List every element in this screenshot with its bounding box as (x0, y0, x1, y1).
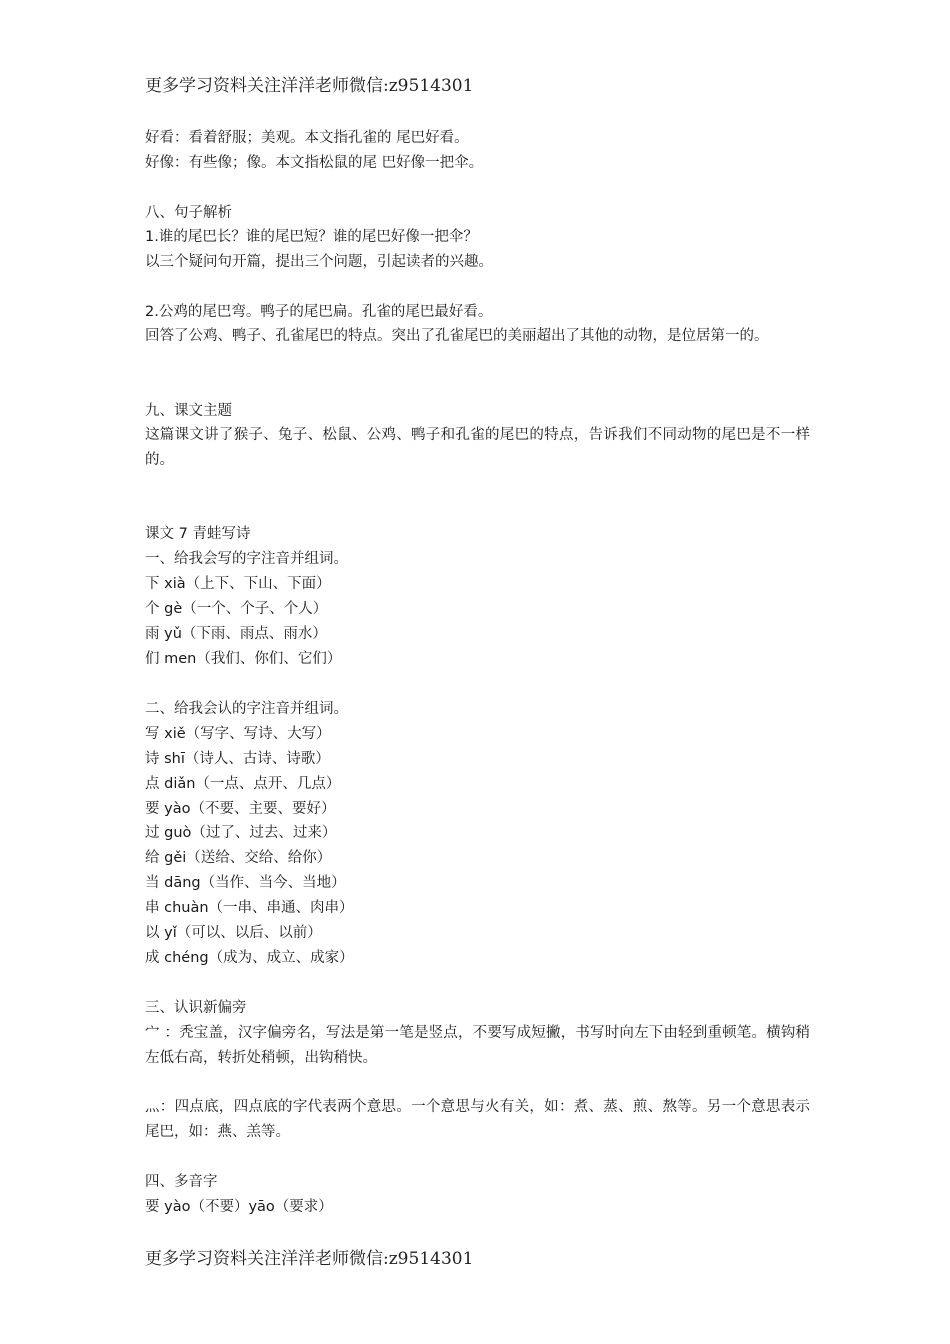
page-header: 更多学习资料关注洋洋老师微信:z9514301 (145, 76, 474, 96)
section-title: 八、句子解析 (145, 205, 232, 221)
page-footer: 更多学习资料关注洋洋老师微信:z9514301 (145, 1249, 474, 1269)
list-item: 给 gěi（送给、交给、给你） (145, 850, 332, 866)
list-item: 雨 yǔ（下雨、雨点、雨水） (145, 626, 327, 642)
list-item: 个 gè（一个、个子、个人） (145, 601, 328, 617)
section-title: 九、课文主题 (145, 403, 232, 419)
list-item: 诗 shī（诗人、古诗、诗歌） (145, 751, 330, 767)
sentence: 1.谁的尾巴长？谁的尾巴短？谁的尾巴好像一把伞？ (145, 229, 478, 245)
list-item: 当 dāng（当作、当今、当地） (145, 875, 346, 891)
list-item: 要 yào（不要、主要、要好） (145, 801, 336, 817)
radical-description: 宀 ：秃宝盖，汉字偏旁名，写法是第一笔是竖点，不要写成短撇，书写时向左下由轻到重顿笔。横钩稍左低右高，转折处稍顿，出钩稍快。 (145, 1025, 810, 1066)
theme-text: 这篇课文讲了猴子、兔子、松鼠、公鸡、鸭子和孔雀的尾巴的特点，告诉我们不同动物的尾巴是不一样的。 (145, 427, 810, 468)
word-definition: 好看：看着舒服；美观。本文指孔雀的 尾巴好看。 (145, 130, 469, 146)
list-item: 们 men（我们、你们、它们） (145, 651, 342, 667)
section-title: 二、给我会认的字注音并组词。 (145, 701, 348, 717)
radical-description: 灬：四点底，四点底的字代表两个意思。一个意思与火有关，如：煮、蒸、煎、熬等。另一个意思表示尾巴，如：燕、羔等。 (145, 1099, 810, 1140)
list-item: 以 yǐ（可以、以后、以前） (145, 925, 322, 941)
sentence: 2.公鸡的尾巴弯。鸭子的尾巴扁。孔雀的尾巴最好看。 (145, 304, 493, 320)
list-item: 过 guò（过了、过去、过来） (145, 825, 337, 841)
list-item: 写 xiě（写字、写诗、大写） (145, 726, 331, 742)
sentence-note: 回答了公鸡、鸭子、孔雀尾巴的特点。突出了孔雀尾巴的美丽超出了其他的动物，是位居第一的。 (145, 328, 769, 344)
word-definition: 好像：有些像；像。本文指松鼠的尾 巴好像一把伞。 (145, 155, 484, 171)
sentence-note: 以三个疑问句开篇，提出三个问题，引起读者的兴趣。 (145, 254, 493, 270)
section-title: 三、认识新偏旁 (145, 1000, 247, 1016)
lesson-title: 课文 7 青蛙写诗 (145, 526, 251, 542)
section-title: 四、多音字 (145, 1174, 218, 1190)
section-title: 一、给我会写的字注音并组词。 (145, 551, 348, 567)
list-item: 点 diǎn（一点、点开、几点） (145, 776, 341, 792)
list-item: 下 xià（上下、下山、下面） (145, 576, 331, 592)
list-item: 串 chuàn（一串、串通、肉串） (145, 900, 354, 916)
list-item: 要 yào（不要）yāo（要求） (145, 1199, 333, 1215)
list-item: 成 chéng（成为、成立、成家） (145, 950, 354, 966)
